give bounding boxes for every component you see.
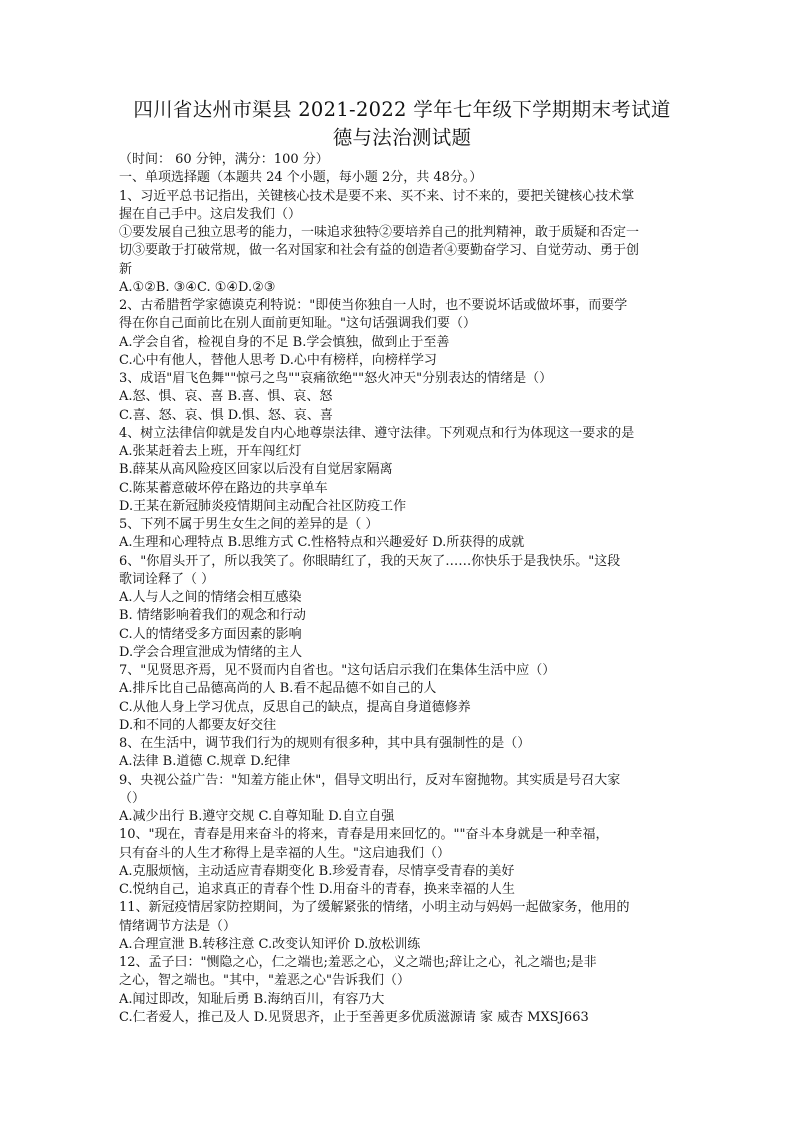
text-line: （） xyxy=(119,790,146,806)
exam-body xyxy=(119,151,677,1027)
text-line: B.薛某从高风险疫区回家以后没有自觉居家隔离 xyxy=(119,462,393,478)
text-line: A.闻过即改，知耻后勇 B.海纳百川，有容乃大 xyxy=(119,991,385,1007)
text-line: A.减少出行 B.遵守交规 C.自尊知耻 D.自立自强 xyxy=(119,809,395,824)
text-line: A.合理宣泄 B.转移注意 C.改变认知评价 D.放松训练 xyxy=(119,936,421,952)
text-line: 情绪调节方法是（） xyxy=(119,918,237,934)
text-line: A.怒、惧、哀、喜 B.喜、惧、哀、怒 xyxy=(119,389,333,405)
text-line: 12、孟子曰："恻隐之心，仁之端也;羞恶之心，义之端也;辞让之心，礼之端也;是非 xyxy=(119,955,597,970)
text-line: 6、"你眉头开了，所以我笑了。你眼睛红了，我的天灰了……你快乐于是我快乐。"这段 xyxy=(119,553,621,569)
text-line: 新 xyxy=(119,261,133,277)
text-line: C.喜、怒、哀、惧 D.惧、怒、哀、喜 xyxy=(119,407,333,423)
text-line: C.人的情绪受多方面因素的影响 xyxy=(119,626,302,642)
text-line: 4、树立法律信仰就是发自内心地尊崇法律、遵守法律。下列观点和行为体现这一要求的是 xyxy=(119,425,635,441)
text-line: 11、新冠疫情居家防控期间，为了缓解紧张的情绪，小明主动与妈妈一起做家务，他用的 xyxy=(119,900,630,916)
text-line: A.①②B. ③④C. ①④D.②③ xyxy=(119,279,276,295)
text-line: C.陈某蓄意破坏停在路边的共享单车 xyxy=(119,480,328,496)
text-line: 1、习近平总书记指出，关键核心技术是要不来、买不来、讨不来的，要把关键核心技术掌 xyxy=(119,188,635,204)
text-line: C.悦纳自己，追求真正的青春个性 D.用奋斗的青春，换来幸福的人生 xyxy=(119,882,515,897)
text-line: C.从他人身上学习优点，反思自己的缺点，提高自身道德修养 xyxy=(119,699,471,715)
text-line: 2、古希腊哲学家德谟克利特说："即使当你独自一人时，也不要说坏话或做坏事，而要学 xyxy=(119,298,628,313)
text-line: 歌词诠释了（ ） xyxy=(119,571,215,587)
text-line: 8、在生活中，调节我们行为的规则有很多种，其中具有强制性的是（） xyxy=(119,736,531,751)
text-line: 3、成语"眉飞色舞""惊弓之鸟""哀痛欲绝""怒火冲天"分别表达的情绪是（） xyxy=(119,371,553,386)
text-line: A.克服烦恼，主动适应青春期变化 B.珍爱青春，尽情享受青春的美好 xyxy=(119,863,515,879)
text-line: 握在自己手中。这启发我们（） xyxy=(119,206,302,222)
text-line: A.学会自省，检视自身的不足 B.学会慎独，做到止于至善 xyxy=(119,334,450,350)
title-line-2: 德与法治测试题 xyxy=(332,126,472,149)
text-line: 7、"见贤思齐焉，见不贤而内自省也。"这句话启示我们在集体生活中应（） xyxy=(119,663,556,678)
text-line: C.仁者爱人，推己及人 D.见贤思齐，止于至善更多优质滋源请 家 威杏 MXSJ663 xyxy=(119,1009,589,1025)
text-line: 之心，智之端也。"其中，"羞恶之心"告诉我们（） xyxy=(119,973,410,989)
text-line: （时间： 60 分钟，满分：100 分） xyxy=(119,152,329,167)
text-line: 一、单项选择题（本题共 24 个小题，每小题 2分，共 48分。） xyxy=(119,170,483,186)
text-line: A.排斥比自己品德高尚的人 B.看不起品德不如自己的人 xyxy=(119,681,437,697)
text-line: B. 情绪影响着我们的观念和行动 xyxy=(119,608,306,624)
text-line: A.法律 B.道德 C.规章 D.纪律 xyxy=(119,754,291,770)
title-line-1: 四川省达州市渠县 2021-2022 学年七年级下学期期末考试道 xyxy=(133,98,671,121)
text-line: C.心中有他人，替他人思考 D.心中有榜样，向榜样学习 xyxy=(119,352,437,368)
text-line: 9、央视公益广告："知羞方能止休"，倡导文明出行，反对车窗抛物。其实质是号召大家 xyxy=(119,772,621,788)
exam-title xyxy=(112,96,692,152)
text-line: A.生理和心理特点 B.思维方式 C.性格特点和兴趣爱好 D.所获得的成就 xyxy=(119,535,525,551)
text-line: D.王某在新冠肺炎疫情期间主动配合社区防疫工作 xyxy=(119,498,407,514)
text-line: D.学会合理宣泄成为情绪的主人 xyxy=(119,644,303,660)
text-line: A.张某赶着去上班，开车闯红灯 xyxy=(119,444,302,459)
text-line: 10、"现在，青春是用来奋斗的将来，青春是用来回忆的。""奋斗本身就是一种幸福， xyxy=(119,827,609,843)
text-line: 得在你自己面前比在别人面前更知耻。"这句话强调我们要（） xyxy=(119,316,476,332)
text-line: 5、下列不属于男生女生之间的差异的是（ ） xyxy=(119,517,379,532)
text-line: 切③要敢于打破常规，做一名对国家和社会有益的创造者④要勤奋学习、自觉劳动、勇于创 xyxy=(119,243,640,259)
text-line: 只有奋斗的人生才称得上是幸福的人生。"这启迪我们（） xyxy=(119,845,450,861)
text-line: A.人与人之间的情绪会相互感染 xyxy=(119,590,302,605)
text-line: D.和不同的人都要友好交往 xyxy=(119,717,277,733)
text-line: ①要发展自己独立思考的能力，一味追求独特②要培养自己的批判精神，敢于质疑和否定一 xyxy=(119,225,640,240)
